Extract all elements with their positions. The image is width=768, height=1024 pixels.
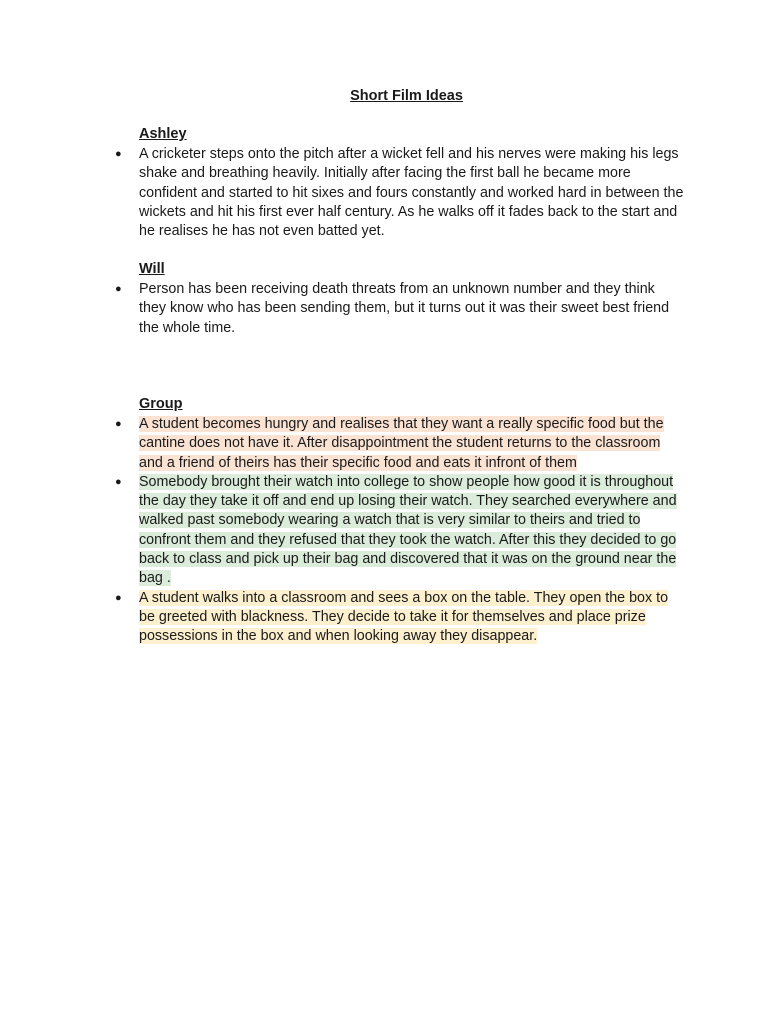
group-idea-list xyxy=(115,415,684,647)
idea-text-highlighted-orange: A student becomes hungry and realises that they want a really specific food but the cantine does not have it. After disappointment the student returns to the classroom and a friend of theirs has their specific food and eats it infront of them xyxy=(139,416,664,471)
will-idea-list xyxy=(115,280,684,338)
ashley-idea-list xyxy=(115,145,684,241)
bullet-icon: ● xyxy=(115,591,122,604)
bullet-icon: ● xyxy=(115,148,122,160)
idea-text: A cricketer steps onto the pitch after a wicket fell and his nerves were making his legs shake and breathing heavily. Initially after facing the first ball he became more confident and started to hit sixes and fours constantly and worked hard in between the wickets and hit his first ever half century. As he walks off it fades back to the start and he realises he has not even batted yet. xyxy=(139,146,684,240)
page-title: Short Film Ideas xyxy=(350,88,463,104)
section-heading-group: Group xyxy=(139,396,183,412)
idea-text-highlighted-green: Somebody brought their watch into college to show people how good it is throughout the day they take it off and end up losing their watch. They searched everywhere and walked past somebody wearing a watch that is very similar to theirs and tried to confront them and they refused that they took the watch. After this they decided to go back to class and pick up their bag and discovered that it was on the ground near the bag . xyxy=(139,473,677,587)
list-item xyxy=(115,473,684,589)
section-heading-ashley: Ashley xyxy=(139,126,187,142)
bullet-icon: ● xyxy=(115,475,122,488)
section-heading-will: Will xyxy=(139,261,165,277)
list-item xyxy=(115,280,684,338)
idea-text: Person has been receiving death threats from an unknown number and they think they know who has been sending them, but it turns out it was their sweet best friend the whole time. xyxy=(139,281,670,336)
list-item xyxy=(115,415,684,473)
idea-text-highlighted-yellow: A student walks into a classroom and sees a box on the table. They open the box to be greeted with blackness. They decide to take it for themselves and place prize possessions in the box and when looking away they disappear. xyxy=(139,589,669,645)
list-item xyxy=(115,145,684,241)
bullet-icon: ● xyxy=(115,283,122,295)
list-item xyxy=(115,589,684,647)
bullet-icon: ● xyxy=(115,418,122,430)
